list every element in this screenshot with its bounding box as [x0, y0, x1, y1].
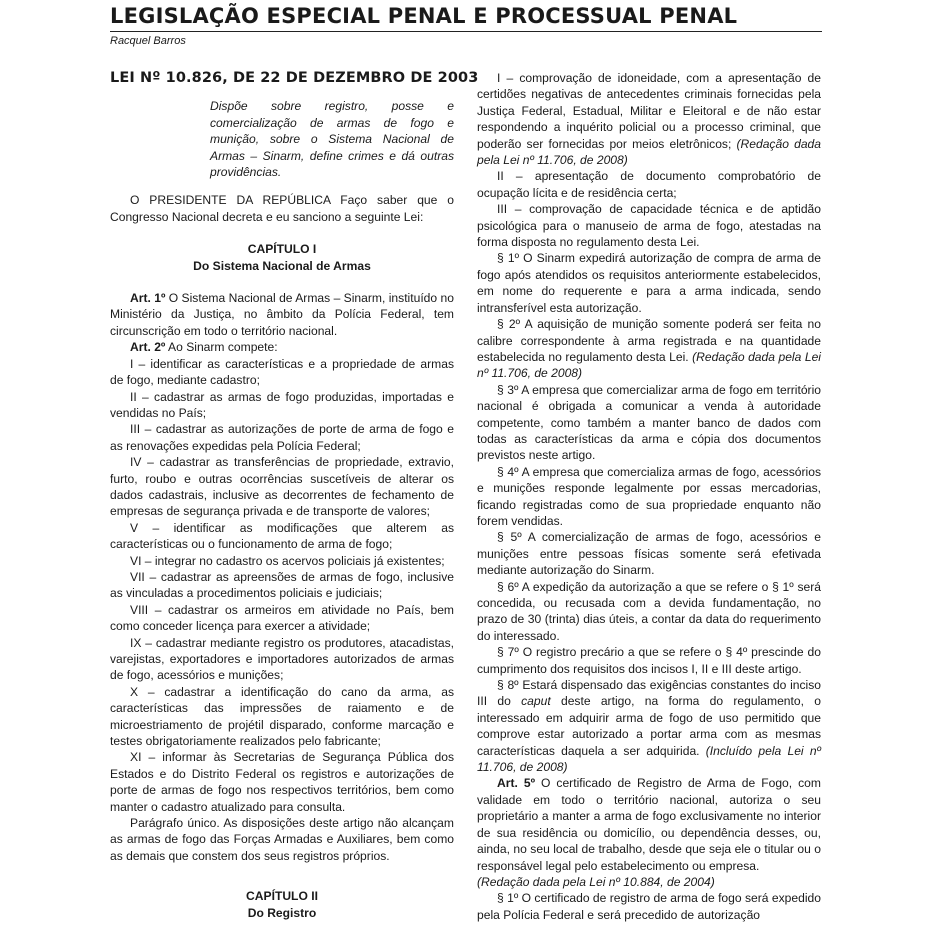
paragraph-1: § 1º O Sinarm expedirá autorização de compra de arma de fogo após atendidos os requisitos anteriormente estabelecidos, em nome do requerente e para a arma indicada, sendo intransferível esta autorização.	[477, 251, 821, 315]
chapter-1-name: Do Sistema Nacional de Armas	[193, 258, 371, 273]
article-2	[110, 339, 454, 355]
article-5-note: (Redação dada pela Lei nº 10.884, de 2004)	[477, 874, 715, 889]
article-5	[477, 775, 821, 873]
paragraph-7: § 7º O registro precário a que se refere o § 4º prescinde do cumprimento dos requisitos dos incisos I, II e III deste artigo.	[477, 645, 821, 676]
article-2-item: XI – informar às Secretarias de Segurança Pública dos Estados e do Distrito Federal os registros e autorizações de porte de armas de fogo nos respectivos territórios, bem como manter o cadastro atualizado para consulta.	[110, 750, 454, 814]
requirement-1	[477, 70, 821, 168]
paragraph-8-text: § 8º Estará dispensado das exigências constantes do inciso III do	[477, 678, 821, 709]
article-2-text: Ao Sinarm compete:	[165, 340, 278, 355]
left-column	[110, 70, 479, 921]
paragraph-8	[477, 677, 821, 775]
requirement-3: III – comprovação de capacidade técnica e de aptidão psicológica para o manuseio de arma de fogo, atestadas na forma disposta no regulamento desta Lei.	[477, 202, 821, 250]
requirement-1-text: I – comprovação de idoneidade, com a apresentação de certidões negativas de antecedentes criminais fornecidas pela Justiça Federal, Estadual, Militar e Eleitoral e de não estar respondendo a inquérito policial ou a processo criminal, que poderão ser fornecidas por meios eletrônicos;	[477, 71, 821, 151]
paragraph-2-text: § 2º A aquisição de munição somente poderá ser feita no calibre correspondente à arma registrada e na quantidade estabelecida no regulamento desta Lei.	[477, 317, 821, 364]
preamble: O PRESIDENTE DA REPÚBLICA Faço saber que o Congresso Nacional decreta e eu sanciono a seguinte Lei:	[110, 193, 454, 224]
paragraph-2	[477, 316, 821, 382]
requirement-2: II – apresentação de documento comprobatório de ocupação lícita e de residência certa;	[477, 169, 821, 200]
amendment-note: (Redação dada pela Lei nº 11.706, de 2008)	[477, 349, 821, 381]
paragraph-5: § 5º A comercialização de armas de fogo, acessórios e munições entre pessoas físicas somente será efetivada mediante autorização do Sinarm.	[477, 530, 821, 578]
article-5-text: O certificado de Registro de Arma de Fogo, com validade em todo o território nacional, autoriza o seu proprietário a manter a arma de fogo exclusivamente no interior de sua residência ou domicílio, ou dependência desses, ou, ainda, no seu local de trabalho, desde que seja ele o titular ou o responsável legal pelo estabelecimento ou empresa.	[477, 776, 821, 873]
chapter-1-label: CAPÍTULO I	[247, 242, 317, 257]
article-2-item: VI – integrar no cadastro os acervos policiais já existentes;	[130, 553, 445, 568]
article-1-text: O Sistema Nacional de Armas – Sinarm, instituído no Ministério da Justiça, no âmbito da Polícia Federal, tem circunscrição em todo o território nacional.	[110, 291, 454, 338]
article-2-item: I – identificar as características e a propriedade de armas de fogo, mediante cadastro;	[110, 356, 454, 388]
article-2-item: IV – cadastrar as transferências de propriedade, extravio, furto, roubo e outras ocorrências suscetíveis de alterar os dados cadastrais, inclusive as decorrentes de fechamento de empresas de segurança privada e de transporte de valores;	[110, 455, 454, 519]
article-2-paragraph: Parágrafo único. As disposições deste artigo não alcançam as armas de fogo das Forças Armadas e Auxiliares, bem como as demais que constem dos seus registros próprios.	[110, 816, 454, 863]
book-title: LEGISLAÇÃO ESPECIAL PENAL E PROCESSUAL PENAL	[110, 4, 738, 28]
article-1-label: Art. 1º	[130, 291, 166, 306]
article-2-item: VIII – cadastrar os armeiros em atividade no País, bem como conceder licença para exercer a atividade;	[110, 602, 454, 634]
paragraph-3: § 3º A empresa que comercializar arma de fogo em território nacional é obrigada a comunicar a venda à autoridade competente, como também a manter banco de dados com todas as características da arma e cópia dos documentos previstos neste artigo.	[477, 382, 821, 463]
amendment-note: (Incluído pela Lei nº 11.706, de 2008)	[477, 743, 821, 775]
article-1	[110, 290, 454, 339]
article-2-item: X – cadastrar a identificação do cano da arma, as características das impressões de raiamento e de microestriamento de projétil disparado, conforme marcação e testes obrigatoriamente realizados pelo fabricante;	[110, 684, 454, 749]
header-rule	[110, 31, 822, 32]
article-2-item: IX – cadastrar mediante registro os produtores, atacadistas, varejistas, exportadores e importadores autorizados de armas de fogo, acessórios e munições;	[110, 635, 454, 683]
chapter-2-name: Do Registro	[247, 905, 317, 920]
article-5-label: Art. 5º	[497, 776, 535, 791]
law-title: LEI Nº 10.826, DE 22 DE DEZEMBRO DE 2003	[110, 70, 479, 86]
paragraph-4: § 4º A empresa que comercializa armas de fogo, acessórios e munições responde legalmente por essas mercadorias, ficando registradas como de sua propriedade enquanto não forem vendidas.	[477, 464, 821, 528]
article-5-paragraph-1: § 1º O certificado de registro de arma de fogo será expedido pela Polícia Federal e será precedido de autorização	[477, 891, 821, 922]
amendment-note: (Redação dada pela Lei nº 11.706, de 2008)	[477, 136, 821, 168]
paragraph-6: § 6º A expedição da autorização a que se refere o § 1º será concedida, ou recusada com a devida fundamentação, no prazo de 30 (trinta) dias úteis, a contar da data do requerimento do interessado.	[477, 579, 821, 643]
right-column	[477, 70, 821, 923]
article-2-label: Art. 2º	[130, 340, 166, 355]
article-2-item: II – cadastrar as armas de fogo produzidas, importadas e vendidas no País;	[110, 389, 454, 420]
article-2-item: VII – cadastrar as apreensões de armas de fogo, inclusive as vinculadas a procedimentos policiais e judiciais;	[110, 569, 454, 601]
paragraph-8-text-cont: deste artigo, na forma do regulamento, o interessado em adquirir arma de fogo de uso permitido que comprove estar autorizado a portar arma com as mesmas características daquela a ser adquirida.	[477, 694, 821, 758]
law-ementa: Dispõe sobre registro, posse e comercialização de armas de fogo e munição, sobre o Sistema Nacional de Armas – Sinarm, define crimes e dá outras providências.	[210, 99, 454, 180]
chapter-2-label: CAPÍTULO II	[246, 889, 318, 904]
page-header	[110, 0, 830, 47]
article-2-item: V – identificar as modificações que alterem as características ou o funcionamento de arma de fogo;	[110, 520, 454, 552]
caput-term: caput	[521, 694, 551, 709]
author-name: Racquel Barros	[110, 35, 186, 47]
article-2-item: III – cadastrar as autorizações de porte de arma de fogo e as renovações expedidas pela Polícia Federal;	[110, 422, 454, 453]
